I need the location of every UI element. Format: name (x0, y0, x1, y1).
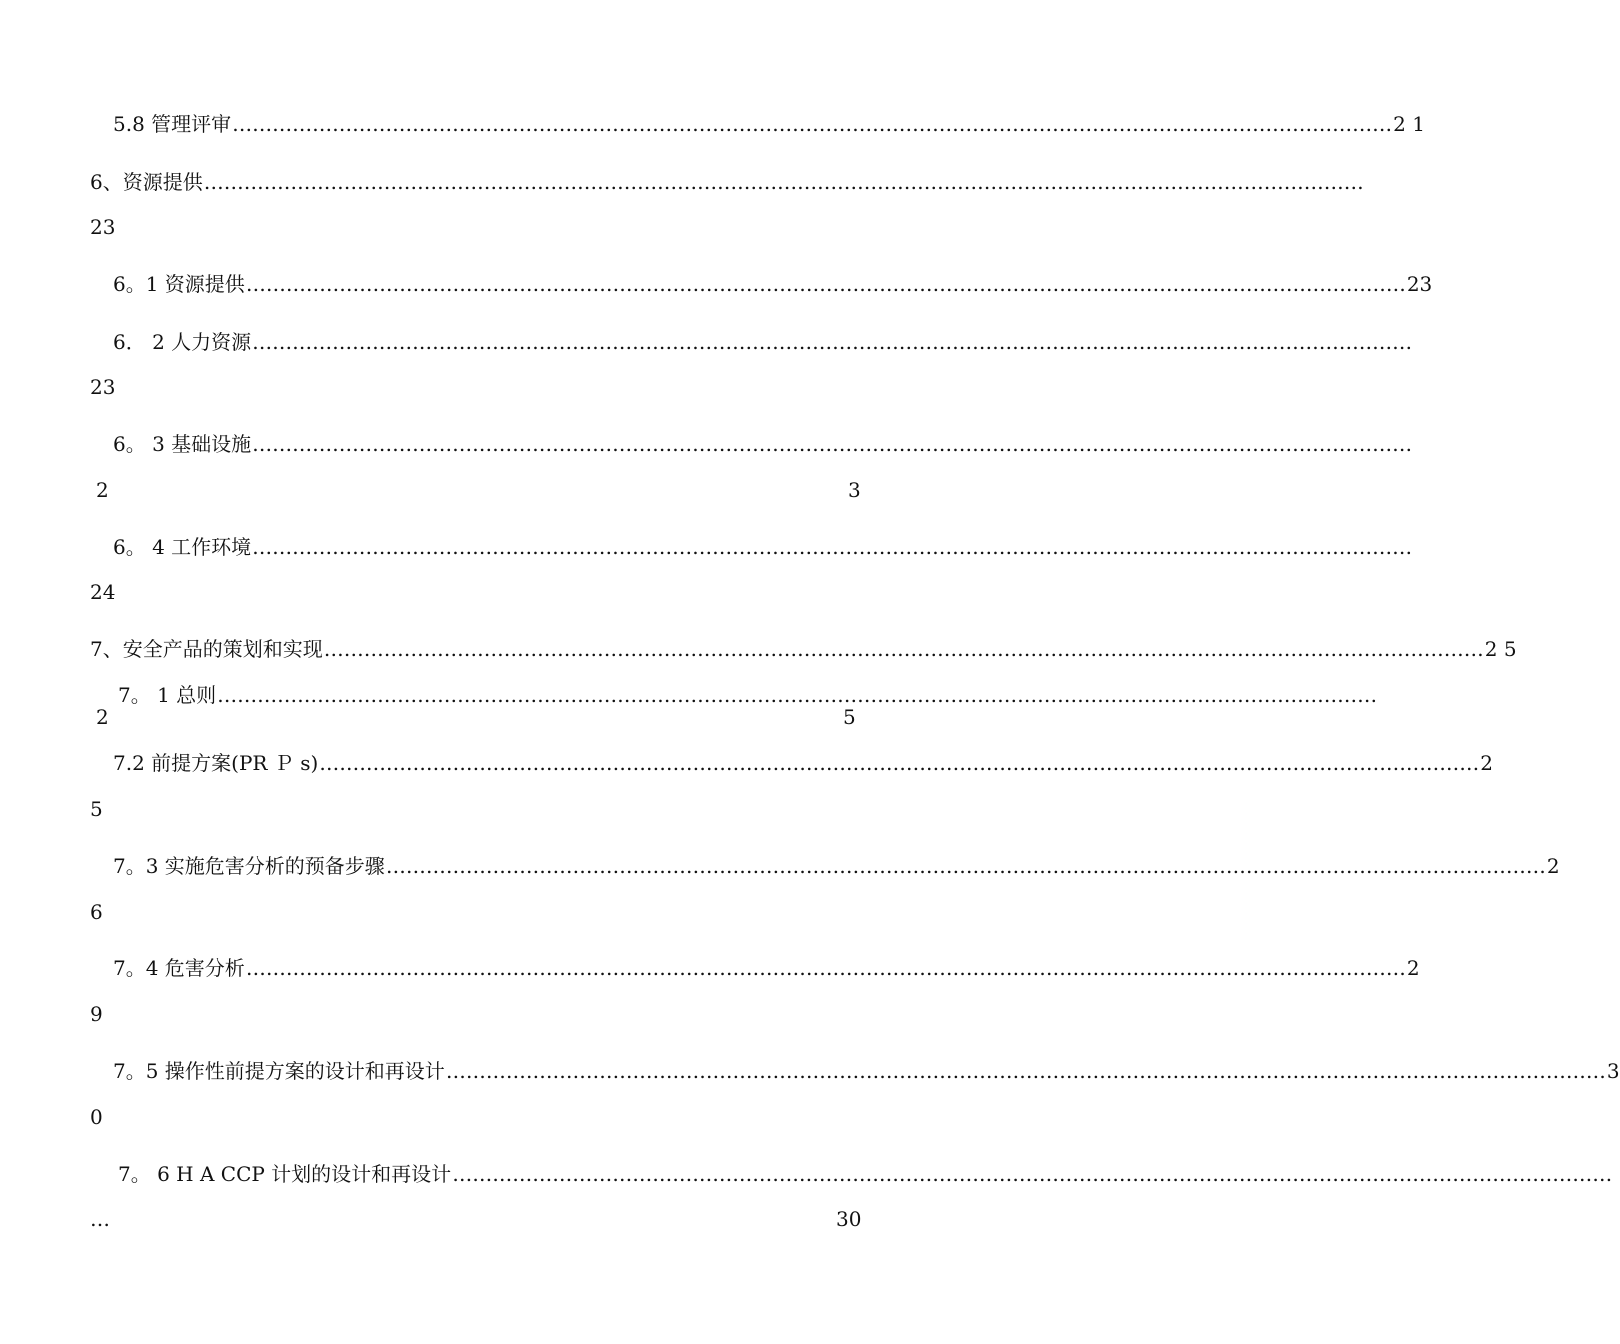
toc-leader: ………………………………………………………………………………………………………………………………………………………… (385, 854, 1546, 878)
toc-entry[interactable] (118, 1161, 1613, 1187)
toc-leader: ………………………………………………………………………………………………………………………………………………………… (319, 751, 1480, 775)
toc-page-number: 3 (848, 478, 861, 502)
toc-entry-title: 7。5 操作性前提方案的设计和再设计 (113, 1059, 445, 1083)
toc-leader: ………………………………………………………………………………………………………………………………………………………… (252, 432, 1413, 456)
toc-leader: ………………………………………………………………………………………………………………………………………………………… (232, 112, 1393, 136)
toc-page-number: 23 (1406, 272, 1433, 296)
toc-leader: ………………………………………………………………………………………………………………………………………………………… (245, 272, 1406, 296)
toc-page-number: 2 (96, 478, 109, 502)
toc-page-number: 24 (90, 580, 116, 604)
toc-entry-title: 5.8 管理评审 (113, 112, 232, 136)
toc-entry-title: 6． 2 人力资源 (113, 330, 252, 354)
toc-entry[interactable] (113, 431, 1413, 457)
toc-page-number: 5 (90, 797, 103, 821)
toc-entry-title: 6。1 资源提供 (113, 272, 245, 296)
toc-entry-title: 6。 4 工作环境 (113, 535, 252, 559)
toc-entry[interactable] (118, 682, 1378, 708)
toc-page-number: 2 1 (1393, 112, 1425, 136)
toc-leader: ………………………………………………………………………………………………………………………………………………………… (217, 683, 1378, 707)
toc-entry-title: 7。 6 H A CCP 计划的设计和再设计 (118, 1162, 452, 1186)
toc-page-number: 2 (1406, 956, 1420, 980)
toc-page-number: 23 (90, 375, 116, 399)
toc-entry-title: 7.2 前提方案(PR Ｐ s) (113, 751, 319, 775)
toc-entry-title: 7。4 危害分析 (113, 956, 245, 980)
toc-entry[interactable] (113, 329, 1413, 355)
toc-leader: ………………………………………………………………………………………………………………………………………………………… (252, 535, 1413, 559)
toc-entry-title: 6、资源提供 (90, 170, 203, 194)
toc-entry[interactable] (113, 111, 1425, 137)
toc-page-number: 23 (90, 215, 116, 239)
toc-page-number: 30 (836, 1207, 862, 1231)
toc-page-number: 3 (1606, 1059, 1620, 1083)
toc-entry-title: 7、安全产品的策划和实现 (90, 637, 323, 661)
toc-page-number: 5 (843, 705, 856, 729)
toc-page-number: 9 (90, 1002, 103, 1026)
toc-entry[interactable] (113, 955, 1420, 981)
toc-entry[interactable] (113, 1058, 1620, 1084)
toc-entry-title: 7。3 实施危害分析的预备步骤 (113, 854, 385, 878)
toc-leader: ………………………………………………………………………………………………………………………………………………………… (323, 637, 1484, 661)
toc-entry[interactable] (90, 636, 1517, 662)
toc-entry[interactable] (113, 853, 1560, 879)
toc-page-number: 2 (1546, 854, 1560, 878)
toc-leader: ………………………………………………………………………………………………………………………………………………………… (452, 1162, 1613, 1186)
toc-entry[interactable] (113, 271, 1433, 297)
toc-page-number: 2 (96, 705, 109, 729)
toc-page-number: 2 (1480, 751, 1493, 775)
toc-leader: ………………………………………………………………………………………………………………………………………………………… (445, 1059, 1606, 1083)
toc-leader: ………………………………………………………………………………………………………………………………………………………… (203, 170, 1364, 194)
toc-leader: ………………………………………………………………………………………………………………………………………………………… (252, 330, 1413, 354)
toc-entry[interactable] (90, 169, 1364, 195)
toc-leader-continuation: … (90, 1207, 110, 1231)
toc-entry-title: 7。 1 总则 (118, 683, 217, 707)
toc-entry[interactable] (113, 750, 1493, 776)
toc-entry-title: 6。 3 基础设施 (113, 432, 252, 456)
toc-page-number: 2 5 (1484, 637, 1517, 661)
toc-entry[interactable] (113, 534, 1413, 560)
toc-page-number: 6 (90, 900, 103, 924)
toc-page-number: 0 (90, 1105, 103, 1129)
toc-leader: ………………………………………………………………………………………………………………………………………………………… (245, 956, 1406, 980)
